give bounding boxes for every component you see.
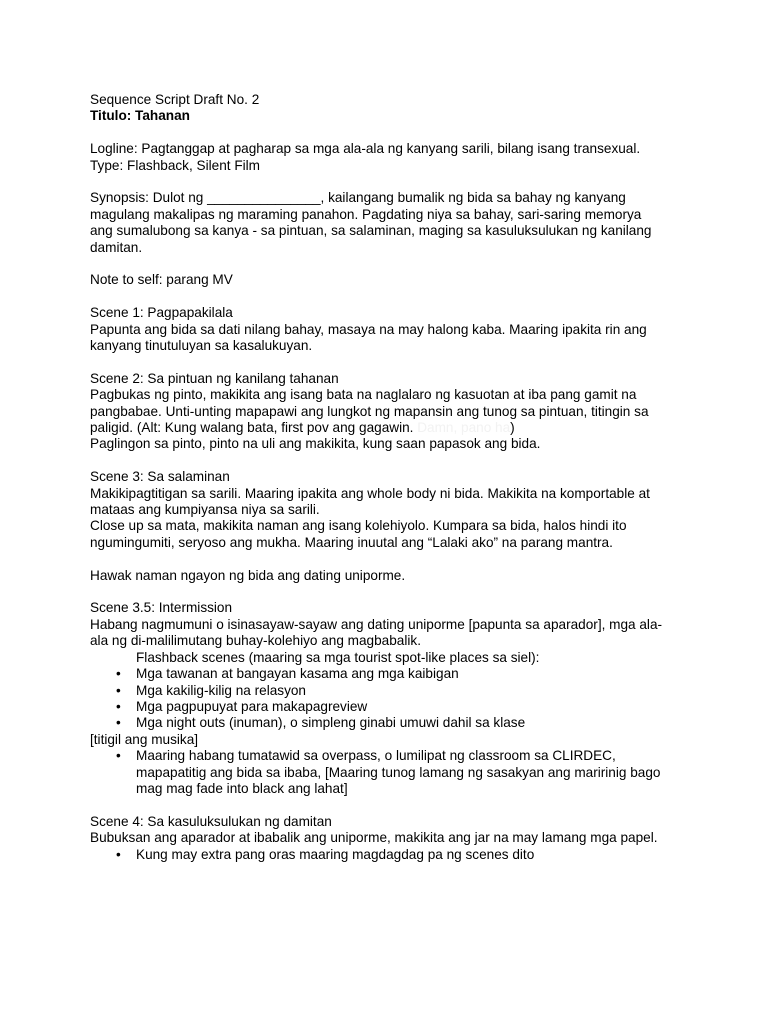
scene2-alt-close: ) xyxy=(510,420,515,436)
script-document xyxy=(90,92,690,863)
note-to-self: Note to self: parang MV xyxy=(90,272,233,288)
scene2-alt-text: paligid. (Alt: Kung walang bata, first pov ang gagawin. xyxy=(90,420,414,436)
draft-label: Sequence Script Draft No. 2 xyxy=(90,92,260,107)
scene4-heading: Scene 4: Sa kasuluksulukan ng damitan xyxy=(90,813,332,829)
list-item: • Mga tawanan at bangayan kasama ang mga kaibigan xyxy=(116,666,459,682)
scene1-line: Papunta ang bida sa dati nilang bahay, masaya na may halong kaba. Maaring ipakita rin ang xyxy=(90,321,647,337)
logline: Logline: Pagtanggap at pagharap sa mga ala-ala ng kanyang sarili, bilang isang transexual. xyxy=(90,141,641,157)
list-item: • Mga kakilig-kilig na relasyon xyxy=(116,682,306,698)
bullet-icon: • xyxy=(116,715,121,731)
list-item: • Mga night outs (inuman), o simpleng ginabi umuwi dahil sa klase xyxy=(116,715,526,731)
type-line: Type: Flashback, Silent Film xyxy=(90,157,260,173)
document-title: Titulo: Tahanan xyxy=(90,108,190,124)
bullet-icon: • xyxy=(116,666,121,682)
scene3-line: Close up sa mata, makikita naman ang isang kolehiyolo. Kumpara sa bida, halos hindi ito xyxy=(90,518,627,534)
flashback-intro: Flashback scenes (maaring sa mga tourist spot-like places sa siel): xyxy=(136,649,540,665)
synopsis-line: ang sumalubong sa kanya - sa pintuan, sa salaminan, maging sa kasuluksulukan ng kanilang xyxy=(90,223,652,239)
scene2-alt-line xyxy=(90,420,690,436)
scene1-heading: Scene 1: Pagpapakilala xyxy=(90,305,233,321)
scene2-line: pangbabae. Unti-unting mapapawi ang lungkot ng mapansin ang tunog sa pintuan, titingin sa xyxy=(90,403,649,419)
scene2-heading: Scene 2: Sa pintuan ng kanilang tahanan xyxy=(90,370,339,386)
scene3-heading: Scene 3: Sa salaminan xyxy=(90,469,230,485)
synopsis-line: damitan. xyxy=(90,239,143,255)
scene3-line: mataas ang kumpiyansa niya sa sarili. xyxy=(90,502,320,518)
scene35-heading: Scene 3.5: Intermission xyxy=(90,600,233,616)
scene35-line: Habang nagmumuni o isinasayaw-sayaw ang dating uniporme [papunta sa aparador], mga ala- xyxy=(90,616,663,632)
bullet-icon: • xyxy=(116,846,121,862)
scene35-line: ala ng di-malilimutang buhay-kolehiyo ang magbabalik. xyxy=(90,633,421,649)
list-item-continued: mag mag fade into black ang lahat] xyxy=(136,780,348,796)
scene2-line: Pagbukas ng pinto, makikita ang isang bata na naglalaro ng kasuotan at iba pang gamit na xyxy=(90,387,637,403)
bullet-icon: • xyxy=(116,748,121,764)
synopsis-line: Synopsis: Dulot ng _______________, kailangang bumalik ng bida sa bahay ng kanyang xyxy=(90,190,626,206)
uniform-line: Hawak naman ngayon ng bida ang dating uniporme. xyxy=(90,567,406,583)
scene4-line: Bubuksan ang aparador at ibabalik ang uniporme, makikita ang jar na may lamang mga papel. xyxy=(90,830,658,846)
scene3-line: Makikipagtitigan sa sarili. Maaring ipakita ang whole body ni bida. Makikita na komportable at xyxy=(90,485,650,501)
list-item: • Mga pagpupuyat para makapagreview xyxy=(116,698,368,714)
list-item: • Maaring habang tumatawid sa overpass, o lumilipat ng classroom sa CLIRDEC, xyxy=(116,748,616,764)
list-item-continued: mapapatitig ang bida sa ibaba, [Maaring tunog lamang ng sasakyan ang maririnig bago xyxy=(136,764,661,780)
scene2-line: Paglingon sa pinto, pinto na uli ang makikita, kung saan papasok ang bida. xyxy=(90,436,541,452)
list-item: • Kung may extra pang oras maaring magdagdag pa ng scenes dito xyxy=(116,846,535,862)
synopsis-line: magulang makalipas ng maraming panahon. Pagdating niya sa bahay, sari-saring memorya xyxy=(90,206,642,222)
scene3-line: ngumingumiti, seryoso ang mukha. Maaring inuutal ang “Lalaki ako” na parang mantra. xyxy=(90,534,613,550)
bullet-icon: • xyxy=(116,698,121,714)
scene1-line: kanyang tinutuluyan sa kasalukuyan. xyxy=(90,338,313,354)
scene2-faint-text: Damn, pano ha xyxy=(413,420,511,436)
music-note: [titigil ang musika] xyxy=(90,731,199,747)
bullet-icon: • xyxy=(116,682,121,698)
